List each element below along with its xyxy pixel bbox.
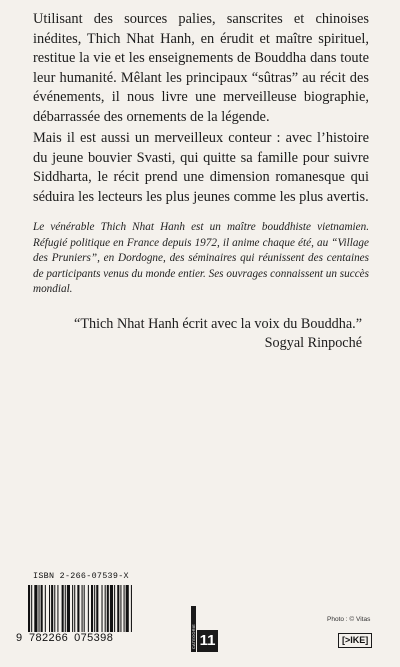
publisher-logo-mark: 11 bbox=[199, 632, 216, 649]
barcode-block bbox=[16, 571, 140, 657]
isbn-label: ISBN 2-266-07539-X bbox=[33, 571, 129, 581]
summary-paragraph-1: Utilisant des sources palies, sanscrites et chinoises inédites, Thich Nhat Hanh, en érudit et maître spirituel, restitue la vie et les enseignements de Bouddha dans toute leur humanité. Mêlant les principaux “sûtras” au récit des événements, il nous livre une merveilleuse biographie, débarrassée des ornements de la légende. bbox=[33, 11, 369, 125]
summary-paragraph-2: Mais il est aussi un merveilleux conteur : avec l’histoire du jeune bouvier Svasti, qui quitte sa famille pour suivre Siddharta, le récit prend une dimension romanesque qui séduira les lecteurs les plus jeunes comme les plus avertis. bbox=[33, 130, 369, 205]
author-bio: Le vénérable Thich Nhat Hanh est un maître bouddhiste vietnamien. Réfugié politique en France depuis 1972, il anime chaque été, au “Village des Pruniers”, en Dordogne, des séminaires qui réunissent des centaines de participants venus du monde entier. Ses ouvrages connaissent un succès mondial. bbox=[33, 221, 369, 296]
endorsement-author: Sogyal Rinpoché bbox=[264, 334, 362, 351]
price-code: [>IKE] bbox=[338, 633, 372, 648]
photo-credit: Photo : © Vitas bbox=[327, 616, 371, 623]
barcode-icon bbox=[28, 585, 132, 632]
publisher-logo bbox=[191, 606, 219, 652]
publisher-logo-side-text: CATEGORIE bbox=[191, 624, 196, 650]
ean-first-digit: 9 bbox=[16, 632, 23, 644]
back-cover-text bbox=[33, 10, 369, 353]
ean-digits bbox=[16, 632, 140, 644]
ean-group-2: 075398 bbox=[74, 632, 114, 644]
ean-group-1: 782266 bbox=[29, 632, 69, 644]
endorsement-quote: “Thich Nhat Hanh écrit avec la voix du Bouddha.” bbox=[74, 315, 362, 332]
